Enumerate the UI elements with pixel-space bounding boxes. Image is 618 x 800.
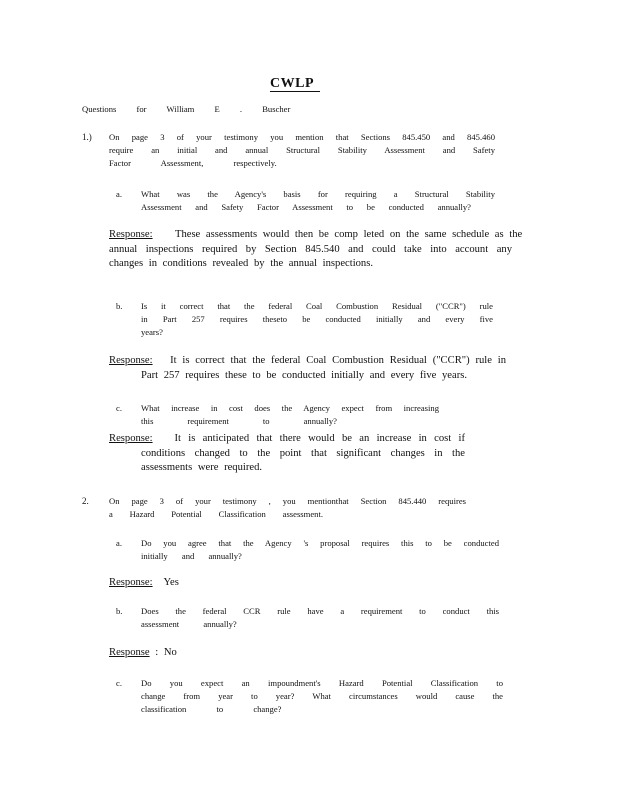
q2c-line-1: Do you expect an impoundment's Hazard Potential Classification to xyxy=(141,678,503,688)
q1a-response-line-1: These assessments would then be comp leted on the same schedule as the xyxy=(174,229,523,240)
q1c-response xyxy=(109,432,465,476)
q1a-line-1: What was the Agency's basis for requiring a Structural Stability xyxy=(141,189,495,199)
q1a-response-line-2: annual inspections required by Section 845.540 and could take into account any xyxy=(109,243,512,255)
q2b-line-1: Does the federal CCR rule have a requirement to conduct this xyxy=(141,606,499,616)
q2a-text xyxy=(141,537,499,563)
q1c-response-line-2: conditions changed to the point that significant changes in the xyxy=(141,447,465,459)
q2a-response-text: Yes xyxy=(163,577,179,588)
q2-number: 2. xyxy=(82,496,89,506)
q2-line-2: a Hazard Potential Classification assessment. xyxy=(109,509,323,519)
q1b-text xyxy=(141,300,493,339)
q2b-response-text: : No xyxy=(155,647,177,658)
q1b-response-line-2: Part 257 requires these to be conducted initially and every five years. xyxy=(141,369,467,381)
q1-line-1: On page 3 of your testimony you mention that Sections 845.450 and 845.460 xyxy=(109,132,495,142)
q2b-label: b. xyxy=(116,606,123,616)
q1a-line-2: Assessment and Safety Factor Assessment to be conducted annually? xyxy=(141,202,471,212)
q2a-response xyxy=(109,576,179,591)
q2b-response-label: Response xyxy=(109,647,150,658)
q2c-label: c. xyxy=(116,678,122,688)
q1b-response-label: Response: xyxy=(109,355,153,366)
q1c-response-label: Response: xyxy=(109,433,153,444)
q1c-line-2: this requirement to annually? xyxy=(141,416,337,426)
q2-line-1: On page 3 of your testimony , you mentionthat Section 845.440 requires xyxy=(109,496,466,506)
q1b-line-3: years? xyxy=(141,327,163,337)
q2c-text xyxy=(141,677,503,716)
q1b-line-1: Is it correct that the federal Coal Combustion Residual ("CCR") rule xyxy=(141,301,493,311)
q2a-line-1: Do you agree that the Agency 's proposal requires this to be conducted xyxy=(141,538,499,548)
q2b-response xyxy=(109,646,177,661)
page-title: CWLP xyxy=(270,76,314,91)
q1b-line-2: in Part 257 requires theseto be conducted initially and every five xyxy=(141,314,493,324)
q1b-response-line-1: It is correct that the federal Coal Combustion Residual ("CCR") rule in xyxy=(170,355,506,366)
q1a-response-label: Response: xyxy=(109,229,153,240)
q1c-line-1: What increase in cost does the Agency expect from increasing xyxy=(141,403,439,413)
q2c-line-3: classification to change? xyxy=(141,704,282,714)
q2-text xyxy=(109,495,466,521)
q1b-label: b. xyxy=(116,301,123,311)
q2a-line-2: initially and annually? xyxy=(141,551,242,561)
q1a-label: a. xyxy=(116,189,122,199)
q1c-label: c. xyxy=(116,403,122,413)
q2b-text xyxy=(141,605,499,631)
q1-line-2: require an initial and annual Structural Stability Assessment and Safety xyxy=(109,145,495,155)
q1-text xyxy=(109,131,495,170)
title-underline xyxy=(270,91,320,92)
q1a-response xyxy=(109,228,523,272)
q1a-text xyxy=(141,188,495,214)
q1c-response-line-3: assessments were required. xyxy=(141,462,263,473)
q2c-line-2: change from year to year? What circumstances would cause the xyxy=(141,691,503,701)
q1-number: 1.) xyxy=(82,132,92,142)
q1a-response-line-3: changes in conditions revealed by the annual inspections. xyxy=(109,258,373,269)
subtitle: Questions for William E . Buscher xyxy=(82,104,291,114)
q2a-response-label: Response: xyxy=(109,577,153,588)
q1-line-3: Factor Assessment, respectively. xyxy=(109,158,277,168)
q2b-line-2: assessment annually? xyxy=(141,619,237,629)
q1b-response xyxy=(109,354,506,383)
q2a-label: a. xyxy=(116,538,122,548)
q1c-response-line-1: It is anticipated that there would be an increase in cost if xyxy=(174,433,466,444)
q1c-text xyxy=(141,402,439,428)
